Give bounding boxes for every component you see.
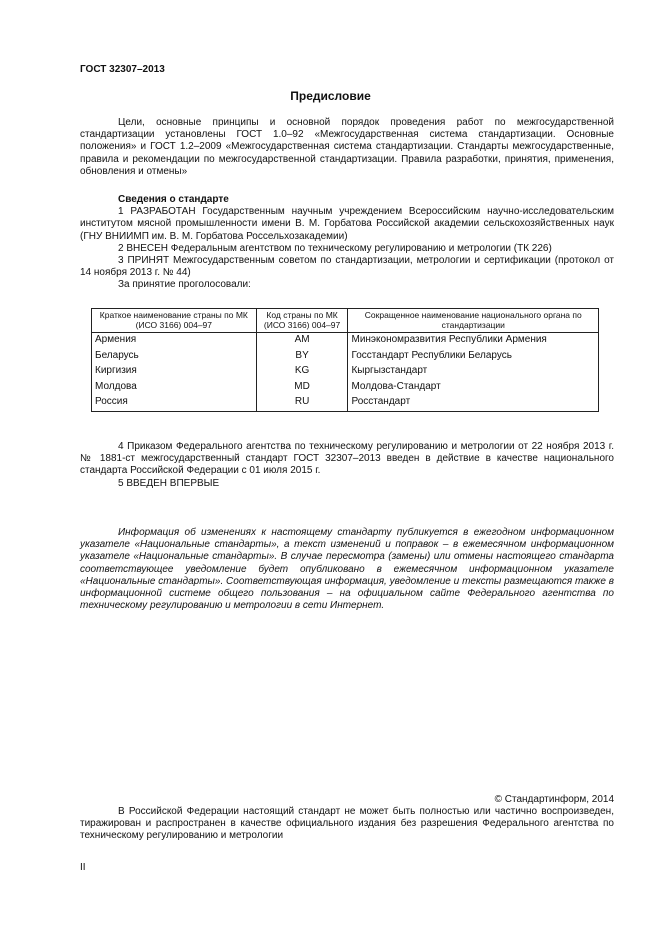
cell-country: Армения [92, 333, 257, 349]
document-code-header: ГОСТ 32307–2013 [80, 64, 165, 75]
cell-code: KG [256, 364, 348, 380]
cell-body: Росстандарт [348, 395, 599, 411]
rights-section [80, 806, 614, 843]
page-number: II [80, 862, 86, 873]
cell-code: MD [256, 380, 348, 396]
info-item-adopted: 3 ПРИНЯТ Межгосударственным советом по стандартизации, метрологии и сертификации (протокол от 14 ноября 2013 г. № 44) [80, 255, 614, 279]
cell-body: Кыргызстандарт [348, 364, 599, 380]
info-item-enacted: 4 Приказом Федерального агентства по техническому регулированию и метрологии от 22 ноября 2013 г. № 1881-ст межгосударственный стандарт ГОСТ 32307–2013 введен в действие в качестве национального стандарта Российской Федерации с 01 июля 2015 г. [80, 441, 614, 477]
column-header-body: Сокращенное наименование национального органа по стандартизации [348, 309, 599, 333]
table-row [92, 349, 599, 365]
standard-info-section [80, 194, 614, 292]
cell-code: RU [256, 395, 348, 411]
enactment-section [80, 441, 614, 490]
cell-country: Молдова [92, 380, 257, 396]
table-row [92, 333, 599, 349]
cell-code: AM [256, 333, 348, 349]
voting-countries-table [91, 308, 599, 412]
cell-body: Госстандарт Республики Беларусь [348, 349, 599, 365]
table-row [92, 380, 599, 396]
changes-notice-section [80, 527, 614, 612]
intro-section [80, 117, 614, 178]
cell-country: Россия [92, 395, 257, 411]
voted-label: За принятие проголосовали: [118, 279, 251, 291]
column-header-country: Краткое наименование страны по МК (ИСО 3166) 004–97 [92, 309, 257, 333]
info-item-first-introduced: 5 ВВЕДЕН ВПЕРВЫЕ [118, 477, 220, 489]
changes-notice-paragraph: Информация об изменениях к настоящему стандарту публикуется в ежегодном информационном указателе «Национальные стандарты», а текст изменений и поправок – в ежемесячном информационном указателе «Национальные стандарты». В случае пересмотра (замены) или отмены настоящего стандарта соответствующее уведомление будет опубликовано в ежемесячном информационном указателе «Национальные стандарты». Соответствующая информация, уведомление и тексты размещаются также в информационной системе общего пользования – на официальном сайте Федерального агентства по техническому регулированию и метрологии в сети Интернет. [80, 527, 614, 612]
intro-paragraph: Цели, основные принципы и основной порядок проведения работ по межгосударственной стандартизации установлены ГОСТ 1.0–92 «Межгосударственная система стандартизации. Основные положения» и ГОСТ 1.2–2009 «Межгосударственная система стандартизации. Стандарты межгосударственные, правила и рекомендации по межгосударственной стандартизации. Правила разработки, принятия, применения, обновления и отмены» [80, 117, 614, 177]
rights-paragraph: В Российской Федерации настоящий стандарт не может быть полностью или частично воспроизведен, тиражирован и распространен в качестве официального издания без разрешения Федерального агентства по техническому регулированию и метрологии [80, 806, 614, 842]
cell-code: BY [256, 349, 348, 365]
cell-body: Молдова-Стандарт [348, 380, 599, 396]
cell-body: Минэкономразвития Республики Армения [348, 333, 599, 349]
info-item-submitted: 2 ВНЕСЕН Федеральным агентством по техническому регулированию и метрологии (ТК 226) [118, 242, 552, 254]
cell-country: Беларусь [92, 349, 257, 365]
cell-country: Киргизия [92, 364, 257, 380]
column-header-code: Код страны по МК (ИСО 3166) 004–97 [256, 309, 348, 333]
copyright-line: © Стандартинформ, 2014 [494, 794, 614, 805]
table-header-row [92, 309, 599, 333]
standard-info-heading: Сведения о стандарте [118, 194, 229, 205]
table-row [92, 364, 599, 380]
page-title: Предисловие [290, 89, 371, 103]
table-row [92, 395, 599, 411]
info-item-developed: 1 РАЗРАБОТАН Государственным научным учреждением Всероссийским научно-исследовательским институтом мясной промышленности имени В. М. Горбатова Российской академии сельскохозяйственных наук (ГНУ ВНИИМП им. В. М. Горбатова Россельхозакадемии) [80, 206, 614, 242]
